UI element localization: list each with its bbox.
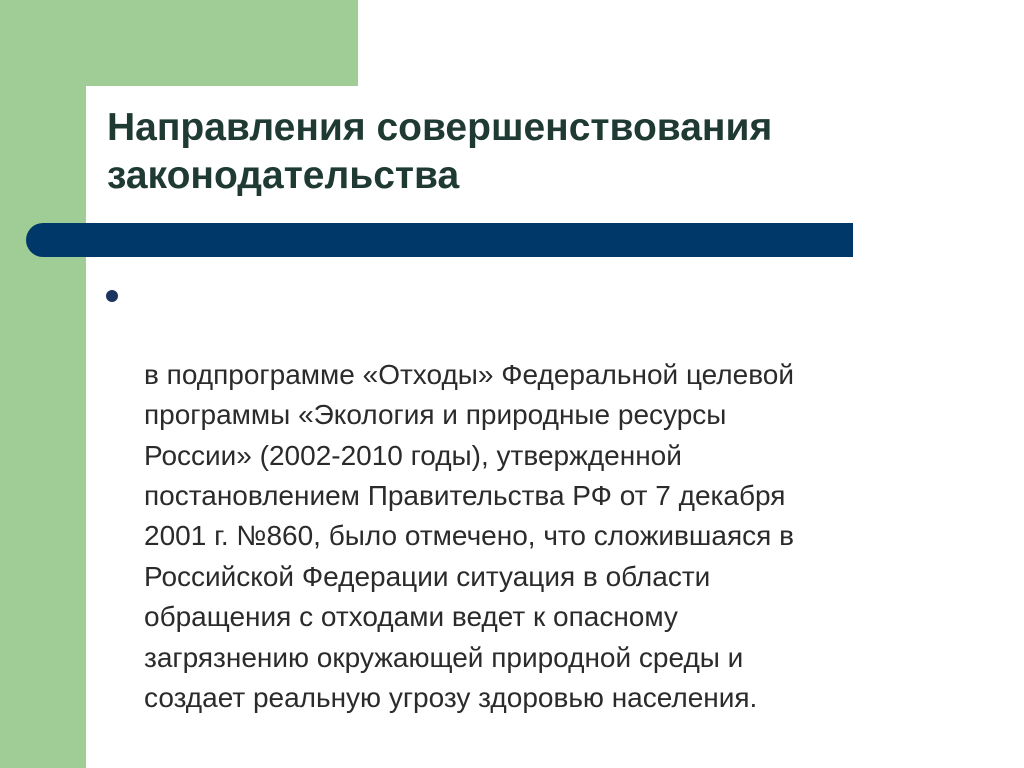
bullet-text: в подпрограмме «Отходы» Федеральной целевой программы «Экология и природные ресурсы России» (2002-2010 годы), утвержденной постановлением Правительства РФ от 7 декабря 2001 г. №860, было отмечено, что сложившаяся в Российской Федерации ситуация в области обращения с отходами ведет к опасному загрязнению окружающей природной среды и создает реальную угрозу здоровью населения.: [144, 358, 794, 714]
bullet-dot-icon: [106, 290, 118, 302]
green-side-band: [0, 0, 86, 768]
bullet-item: [104, 274, 984, 718]
slide-title: Направления совершенствования законодательства: [107, 106, 773, 197]
title-underline-bar: [26, 223, 853, 257]
green-top-band: [0, 0, 358, 86]
bullet-list: [104, 274, 984, 718]
